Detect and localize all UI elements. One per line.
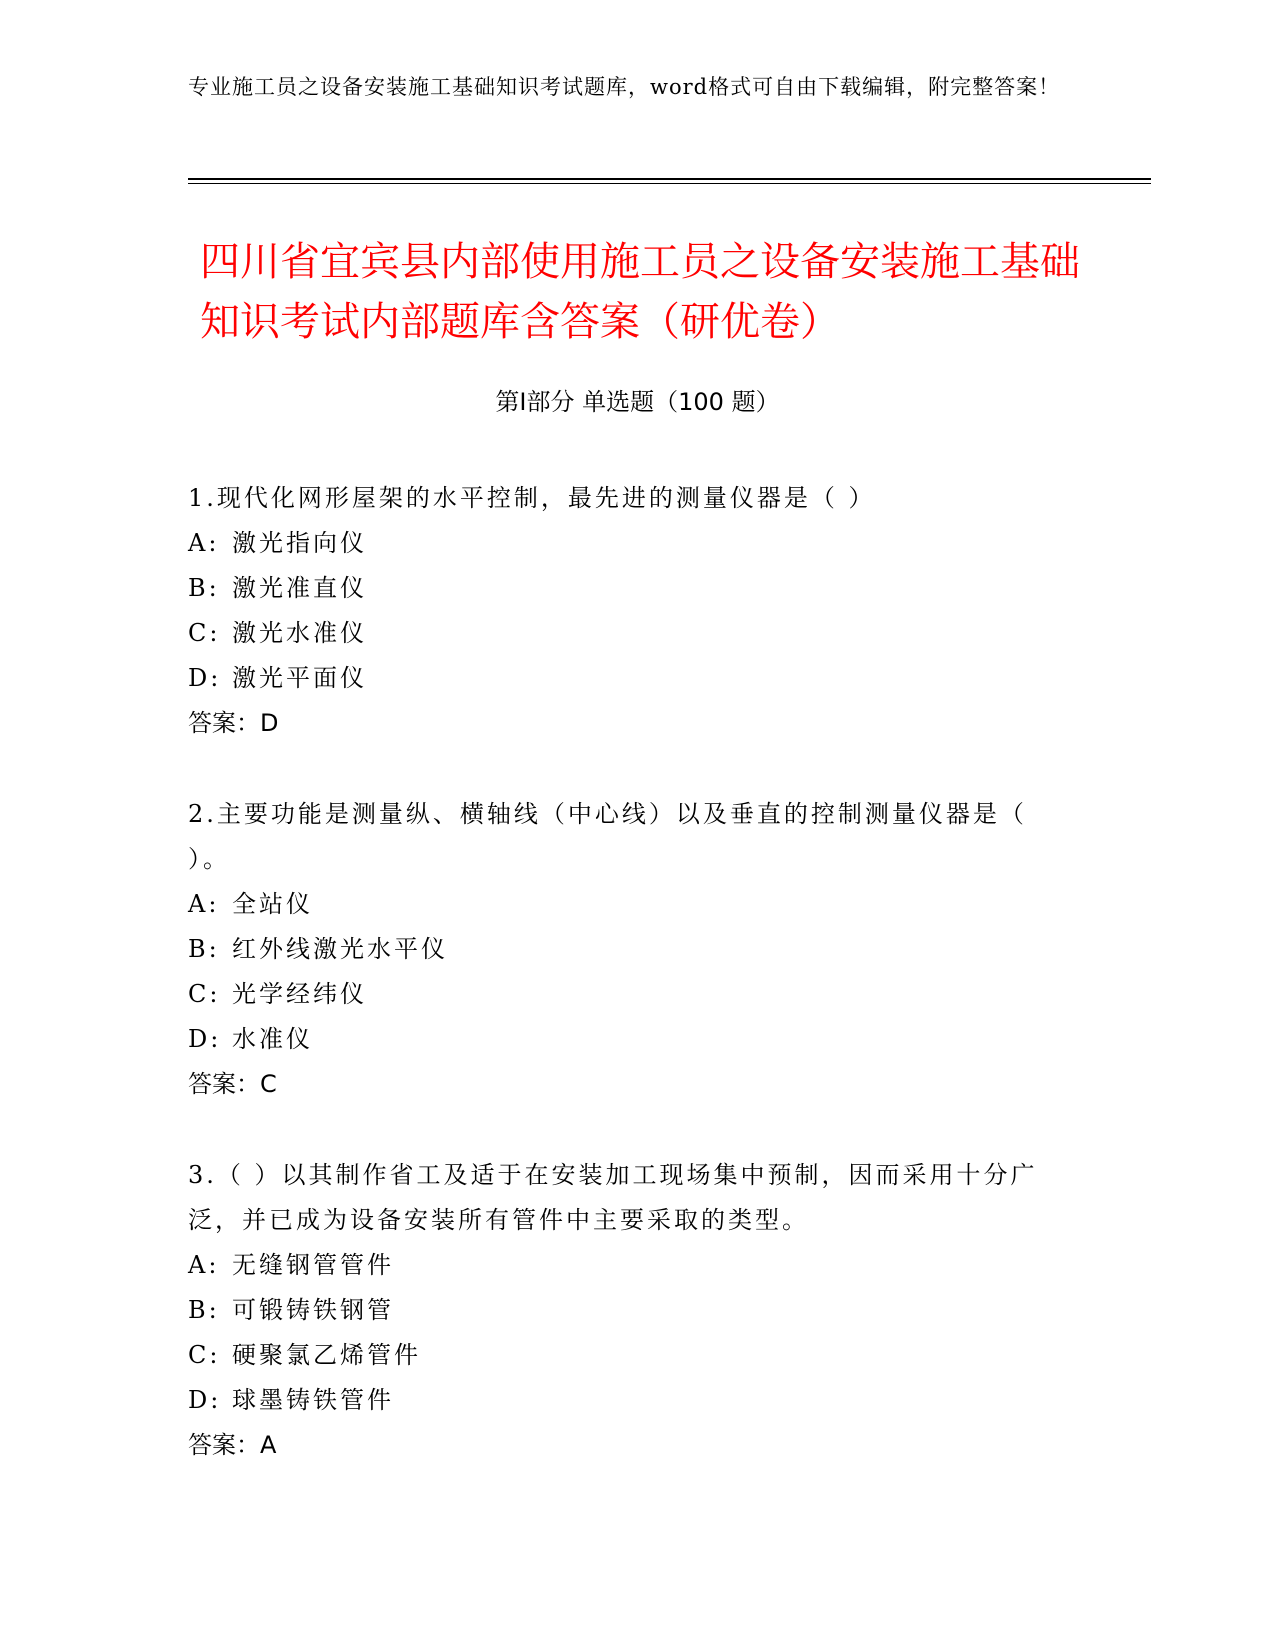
option-b <box>188 1288 1068 1333</box>
question-stem: 1.现代化网形屋架的水平控制，最先进的测量仪器是（ ） <box>188 484 876 512</box>
option-text: 激光指向仪 <box>232 529 367 557</box>
option-key: A: <box>188 529 220 557</box>
option-key: C: <box>188 980 221 1008</box>
option-a <box>188 1243 1068 1288</box>
header-note: 专业施工员之设备安装施工基础知识考试题库，word格式可自由下载编辑，附完整答案！ <box>188 75 1061 99</box>
header-divider-thick <box>188 178 1151 180</box>
option-text: 硬聚氯乙烯管件 <box>232 1341 421 1369</box>
answer-line: 答案：C <box>188 1070 277 1098</box>
section-heading: 第Ⅰ部分 单选题（100 题） <box>495 388 780 416</box>
question-stem: 2.主要功能是测量纵、横轴线（中心线）以及垂直的控制测量仪器是（ ）。 <box>188 800 1027 873</box>
option-key: D: <box>188 1386 222 1414</box>
answer-line: 答案：A <box>188 1431 277 1459</box>
option-d <box>188 1017 1068 1062</box>
option-key: C: <box>188 1341 221 1369</box>
question-stem: 3.（ ）以其制作省工及适于在安装加工现场集中预制，因而采用十分广泛，并已成为设备安装所有管件中主要采取的类型。 <box>188 1161 1038 1234</box>
option-text: 水准仪 <box>232 1025 313 1053</box>
option-text: 光学经纬仪 <box>232 980 367 1008</box>
option-text: 全站仪 <box>232 890 313 918</box>
option-text: 激光平面仪 <box>232 664 367 692</box>
option-a <box>188 521 1068 566</box>
option-key: D: <box>188 1025 222 1053</box>
option-key: C: <box>188 619 221 647</box>
option-a <box>188 882 1068 927</box>
option-text: 可锻铸铁钢管 <box>232 1296 394 1324</box>
document-title: 四川省宜宾县内部使用施工员之设备安装施工基础知识考试内部题库含答案（研优卷） <box>200 239 1080 345</box>
answer-line: 答案：D <box>188 709 279 737</box>
option-text: 激光水准仪 <box>232 619 367 647</box>
option-d <box>188 1378 1068 1423</box>
option-c <box>188 611 1068 656</box>
option-key: B: <box>188 935 220 963</box>
option-text: 无缝钢管管件 <box>232 1251 394 1279</box>
option-key: D: <box>188 664 222 692</box>
option-key: A: <box>188 1251 220 1279</box>
question-list <box>188 476 1068 1514</box>
option-c <box>188 972 1068 1017</box>
option-text: 激光准直仪 <box>232 574 367 602</box>
option-key: B: <box>188 574 220 602</box>
option-d <box>188 656 1068 701</box>
option-text: 球墨铸铁管件 <box>232 1386 394 1414</box>
option-c <box>188 1333 1068 1378</box>
question-2 <box>188 792 1068 1107</box>
option-b <box>188 566 1068 611</box>
option-key: A: <box>188 890 220 918</box>
question-3 <box>188 1153 1068 1468</box>
question-1 <box>188 476 1068 746</box>
option-b <box>188 927 1068 972</box>
option-text: 红外线激光水平仪 <box>232 935 448 963</box>
option-key: B: <box>188 1296 220 1324</box>
header-divider-thin <box>188 183 1151 184</box>
